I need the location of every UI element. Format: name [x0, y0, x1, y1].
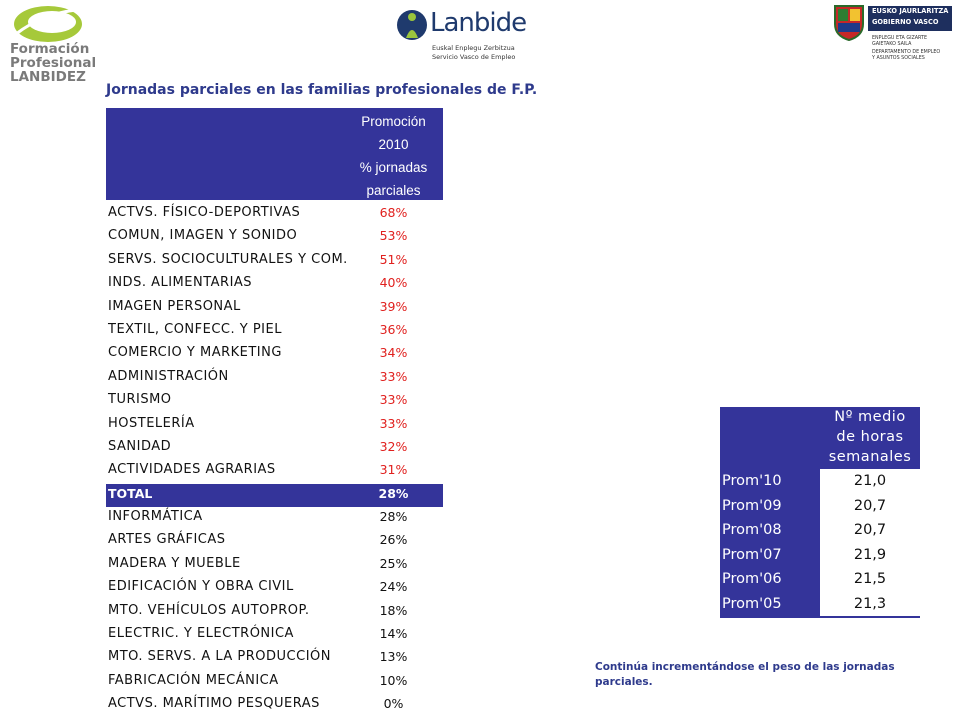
part-time-percentage: 68%: [379, 205, 408, 220]
promotion-label: Prom'06: [720, 567, 820, 592]
table-row: [106, 320, 443, 343]
table-row: [720, 543, 920, 568]
table-row: [106, 694, 443, 717]
gv-sub2: GAIETAKO SAILA: [872, 41, 912, 47]
weekly-hours-value: 20,7: [853, 497, 887, 514]
table-row: [106, 273, 443, 296]
promotion-label: Prom'07: [720, 543, 820, 568]
table-row: [106, 624, 443, 647]
weekly-hours-value: 21,3: [853, 595, 887, 612]
hours-table-body: [720, 469, 920, 616]
table-row: [106, 437, 443, 460]
table-row: [720, 469, 920, 494]
lanbide-name: Lanbide: [430, 8, 527, 38]
fp-leaf-icon: [12, 4, 82, 44]
lanbide-subtitle: [432, 44, 515, 61]
weekly-hours-value: 21,0: [853, 473, 887, 489]
table-row: [106, 530, 443, 553]
header-line-year: 2010: [378, 137, 409, 152]
table-row: [720, 592, 920, 617]
promotion-label: Prom'08: [720, 518, 820, 543]
family-name: TURISMO: [108, 392, 172, 408]
part-time-percentage: 33%: [379, 368, 408, 384]
table-row: [106, 577, 443, 600]
table-row: [106, 601, 443, 624]
part-time-percentage: 53%: [379, 228, 408, 244]
table-row: [106, 203, 443, 226]
main-table-header-column: [344, 110, 443, 202]
hours-header-line2: de horas: [836, 429, 904, 445]
family-name: HOSTELERÍA: [108, 415, 195, 431]
hours-header-line3: semanales: [828, 449, 912, 465]
table-row: [106, 226, 443, 249]
part-time-percentage: 18%: [379, 602, 408, 618]
part-time-percentage: 28%: [379, 509, 408, 525]
table-row: [106, 647, 443, 670]
fp-logo-line1: Formación Profesional: [10, 41, 97, 71]
lanbide-sub2: Servicio Vasco de Empleo: [432, 52, 516, 61]
table-row: [106, 390, 443, 413]
table-row: [106, 297, 443, 320]
part-time-percentage: 36%: [379, 321, 408, 337]
main-table-body: [106, 203, 443, 718]
formacion-profesional-logo: [4, 2, 179, 85]
part-time-percentage: 32%: [379, 438, 408, 454]
part-time-percentage: 13%: [379, 649, 408, 665]
part-time-percentage: 10%: [379, 672, 408, 688]
hours-table-header: [720, 407, 920, 469]
part-time-percentage: 40%: [379, 275, 408, 291]
table-row: [720, 494, 920, 519]
part-time-percentage: 34%: [379, 345, 408, 361]
fp-logo-line2: LANBIDEZ: [10, 69, 86, 85]
part-time-percentage: 33%: [379, 415, 408, 431]
total-row: [106, 484, 443, 507]
main-table-header: [106, 108, 443, 200]
family-name: TEXTIL, CONFECC. Y PIEL: [108, 321, 282, 337]
family-name: INDS. ALIMENTARIAS: [108, 275, 253, 291]
family-name: MTO. VEHÍCULOS AUTOPROP.: [108, 602, 310, 618]
fp-logo-text: [10, 42, 179, 84]
gv-line2: GOBIERNO VASCO: [872, 18, 939, 26]
family-name: IMAGEN PERSONAL: [108, 298, 241, 314]
part-time-percentage: 24%: [379, 579, 408, 595]
promotion-label: Prom'09: [720, 494, 820, 519]
table-row: [720, 567, 920, 592]
table-row: [106, 343, 443, 366]
family-name: MADERA Y MUEBLE: [108, 555, 241, 571]
family-name: COMERCIO Y MARKETING: [108, 345, 282, 361]
header-line-promocion: Promoción: [361, 114, 426, 129]
gv-department: [872, 36, 940, 61]
part-time-percentage: 39%: [379, 298, 408, 314]
part-time-percentage: 33%: [379, 392, 408, 408]
family-name: ACTVS. FÍSICO-DEPORTIVAS: [108, 205, 301, 220]
hours-table-bottom-border: [720, 616, 920, 618]
lanbide-logo: [396, 6, 536, 66]
family-name: TOTAL: [108, 485, 153, 501]
gv-sub3: DEPARTAMENTO DE EMPLEO: [872, 50, 941, 56]
gv-sub4: Y ASUNTOS SOCIALES: [872, 55, 925, 61]
promotion-label: Prom'10: [720, 469, 820, 494]
family-name: FABRICACIÓN MECÁNICA: [108, 672, 279, 688]
table-row: [106, 367, 443, 390]
family-name: INFORMÁTICA: [108, 509, 203, 525]
header-line-parciales: parciales: [366, 183, 421, 198]
weekly-hours-value: 21,9: [853, 546, 887, 563]
table-row: [106, 507, 443, 530]
weekly-hours-value: 21,5: [853, 571, 887, 587]
page-title: Jornadas parciales en las familias profesionales de F.P.: [106, 82, 538, 98]
gv-sub1: ENPLEGU ETA GIZARTE: [872, 36, 928, 41]
table-row: [106, 554, 443, 577]
hours-header-column: [820, 407, 920, 467]
part-time-percentage: 28%: [378, 485, 409, 501]
family-name: SERVS. SOCIOCULTURALES Y COM.: [108, 251, 348, 267]
family-name: COMUN, IMAGEN Y SONIDO: [108, 228, 298, 244]
gv-line1: EUSKO JAURLARITZA: [872, 7, 949, 15]
family-name: ARTES GRÁFICAS: [108, 532, 226, 548]
part-time-percentage: 26%: [379, 532, 408, 548]
family-name: MTO. SERVS. A LA PRODUCCIÓN: [108, 649, 331, 665]
family-name: EDIFICACIÓN Y OBRA CIVIL: [108, 579, 294, 595]
table-row: [106, 460, 443, 483]
header-line-jornadas: % jornadas: [359, 160, 428, 175]
table-row: [720, 518, 920, 543]
lanbide-sub1: Euskal Enplegu Zerbitzua: [432, 44, 515, 52]
part-time-percentage: 31%: [379, 462, 408, 478]
family-name: ELECTRIC. Y ELECTRÓNICA: [108, 626, 294, 642]
promotion-label: Prom'05: [720, 592, 820, 617]
hours-header-line1: Nº medio: [834, 409, 906, 425]
family-name: ADMINISTRACIÓN: [108, 368, 229, 384]
lanbide-figure-icon: [396, 8, 428, 42]
table-row: [106, 414, 443, 437]
part-time-percentage: 25%: [379, 555, 408, 571]
coat-of-arms-icon: [832, 2, 866, 42]
hours-table: [720, 407, 920, 618]
gobierno-vasco-box: [868, 6, 952, 31]
table-row: [106, 250, 443, 273]
family-name: SANIDAD: [108, 438, 172, 454]
family-name: ACTIVIDADES AGRARIAS: [108, 462, 276, 478]
weekly-hours-value: 20,7: [853, 522, 887, 538]
table-row: [106, 671, 443, 694]
family-name: ACTVS. MARÍTIMO PESQUERAS: [108, 696, 320, 712]
gobierno-vasco-logo: [832, 2, 954, 68]
part-time-percentage: 0%: [383, 696, 404, 712]
part-time-percentage: 14%: [379, 626, 408, 642]
part-time-percentage: 51%: [379, 251, 408, 267]
conclusion-note: Continúa incrementándose el peso de las jornadas parciales.: [595, 661, 895, 688]
